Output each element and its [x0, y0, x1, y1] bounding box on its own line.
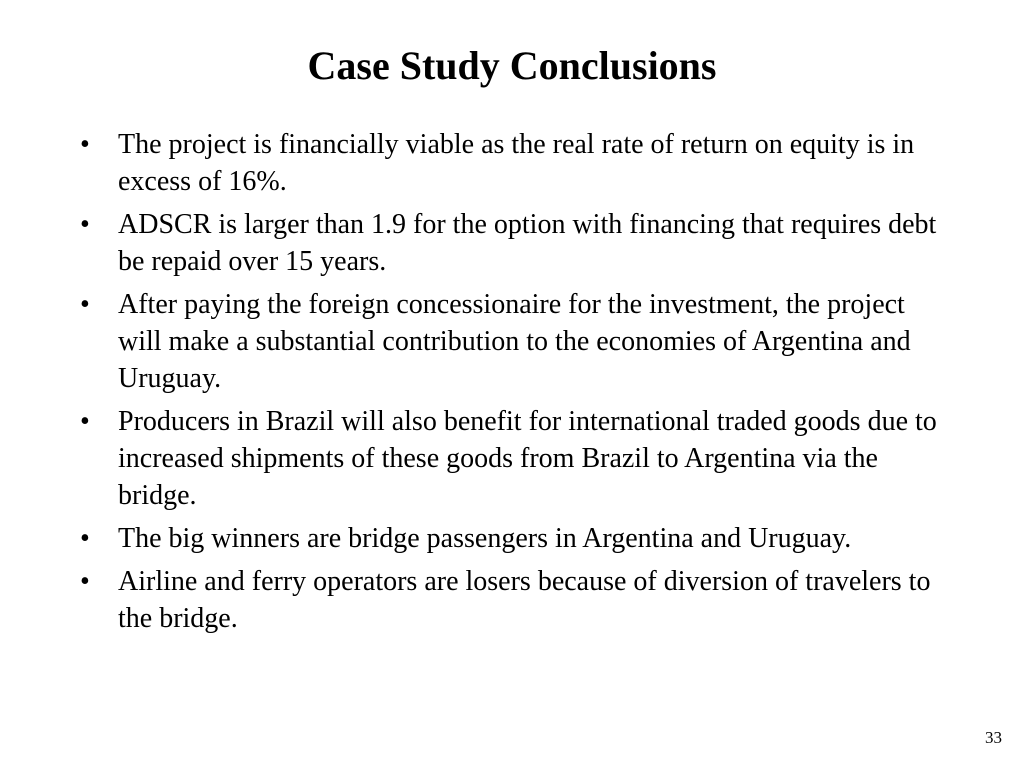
- bullet-text: The project is financially viable as the real rate of return on equity is in excess of 16%.: [118, 129, 915, 197]
- bullet-item: [80, 520, 950, 557]
- bullet-text: After paying the foreign concessionaire for the investment, the project will make a substantial contribution to the economies of Argentina and Uruguay.: [118, 289, 911, 394]
- bullet-dot-icon: •: [80, 406, 90, 437]
- bullet-list: [80, 126, 950, 643]
- bullet-item: [80, 563, 950, 637]
- bullet-item: [80, 126, 950, 200]
- bullet-text: Producers in Brazil will also benefit for international traded goods due to increased shipments of these goods from Brazil to Argentina via the bridge.: [118, 406, 937, 511]
- slide-title: Case Study Conclusions: [307, 43, 717, 88]
- bullet-dot-icon: •: [80, 209, 90, 240]
- bullet-dot-icon: •: [80, 523, 90, 554]
- bullet-text: The big winners are bridge passengers in Argentina and Uruguay.: [118, 523, 852, 554]
- bullet-text: ADSCR is larger than 1.9 for the option with financing that requires debt be repaid over 15 years.: [118, 209, 937, 277]
- bullet-dot-icon: •: [80, 289, 90, 320]
- bullet-dot-icon: •: [80, 129, 90, 160]
- page-number: 33: [985, 728, 1002, 747]
- bullet-item: [80, 286, 950, 397]
- bullet-dot-icon: •: [80, 566, 90, 597]
- bullet-item: [80, 206, 950, 280]
- bullet-text: Airline and ferry operators are losers because of diversion of travelers to the bridge.: [118, 566, 931, 634]
- bullet-item: [80, 403, 950, 514]
